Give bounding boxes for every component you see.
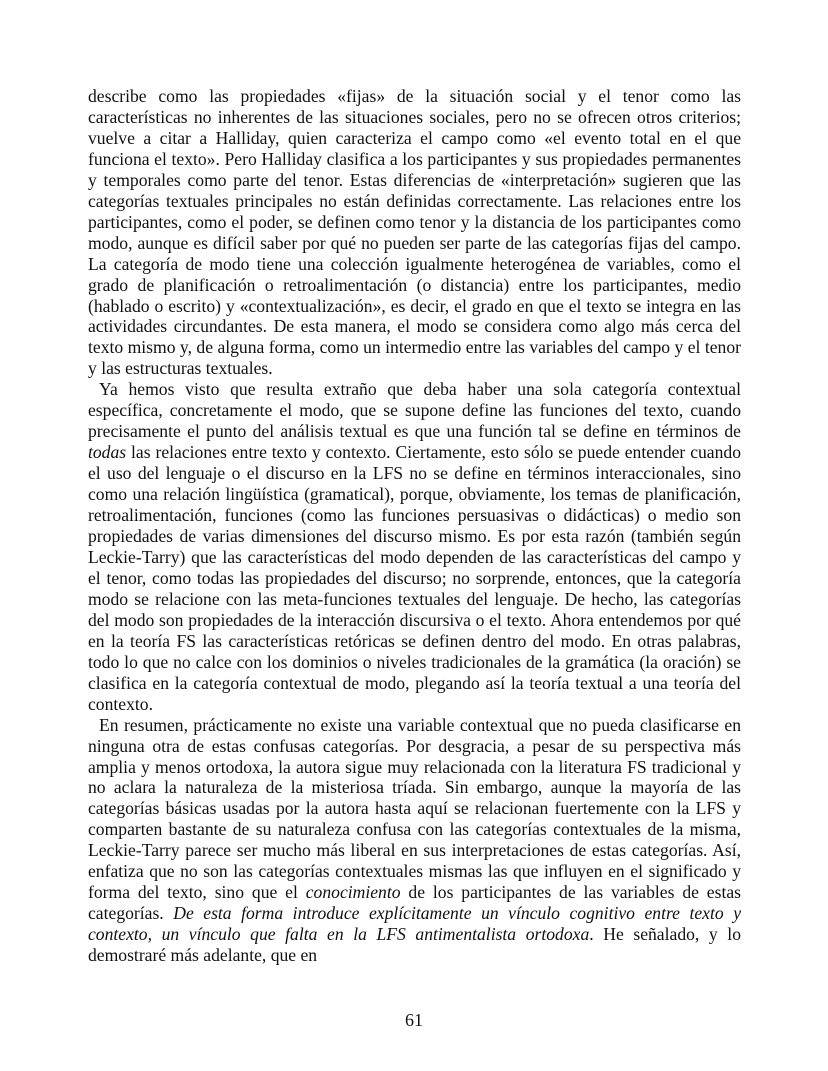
paragraph-2 — [88, 379, 741, 714]
paragraph-3-emphasis-conocimiento: conocimiento — [305, 882, 401, 903]
paragraph-2-text-b: las relaciones entre texto y contexto. Ciertamente, esto sólo se puede entender cuando el uso del lenguaje o el discurso en la LFS no se define en términos interaccionales, sino como una relación lingüística (gramatical), porque, obviamente, los temas de planificación, retroalimentación, funciones (como las funciones persuasivas o didácticas) o medio son propiedades de varias dimensiones del discurso mismo. Es por esta razón (también según Leckie-Tarry) que las características del modo dependen de las características del campo y el tenor, como todas las propiedades del discurso; no sorprende, entonces, que la categoría modo se relacione con las meta-funciones textuales del lenguaje. De hecho, las categorías del modo son propiedades de la interacción discursiva o el texto. Ahora entendemos por qué en la teoría FS las características retóricas se definen dentro del modo. En otras palabras, todo lo que no calce con los dominios o niveles tradicionales de la gramática (la oración) se clasifica en la categoría contextual de modo, plegando así la teoría textual a una teoría del contexto. — [88, 442, 741, 714]
page-number: 61 — [405, 1010, 423, 1030]
paragraph-2-emphasis-todas: todas — [88, 442, 127, 463]
paragraph-1 — [88, 86, 741, 379]
paragraph-3-text-a: En resumen, prácticamente no existe una variable contextual que no pueda clasificarse en ninguna otra de estas confusas categorías. Por desgracia, a pesar de su perspectiva más amplia y menos ortodoxa, la autora sigue muy relacionada con la literatura FS tradicional y no aclara la naturaleza de la misteriosa tríada. Sin embargo, aunque la mayoría de las categorías básicas usadas por la autora hasta aquí se relacionan fuertemente con la LFS y comparten bastante de su naturaleza confusa con las categorías contextuales de la misma, Leckie-Tarry parece ser mucho más liberal en sus interpretaciones de estas categorías. Así, enfatiza que no son las categorías contextuales mismas las que influyen en el significado y forma del texto, sino que el — [88, 714, 741, 903]
paragraph-3 — [88, 715, 741, 966]
document-body — [88, 86, 741, 966]
paragraph-3-text-c: . He señalado, y lo demostraré más adelante, que en — [88, 924, 741, 966]
paragraph-3-text-b: de los participantes de las variables de estas categorías. — [88, 882, 741, 924]
paragraph-3-emphasis-sentence: De esta forma introduce explícitamente un vínculo cognitivo entre texto y contexto, un vínculo que falta en la LFS antimentalista ortodoxa — [88, 903, 742, 945]
paragraph-1-text: describe como las propiedades «fijas» de la situación social y el tenor como las características no inherentes de las situaciones sociales, pero no se ofrecen otros criterios; vuelve a citar a Halliday, quien caracteriza el campo como «el evento total en el que funciona el texto». Pero Halliday clasifica a los participantes y sus propiedades permanentes y temporales como parte del tenor. Estas diferencias de «interpretación» sugieren que las categorías textuales principales no están definidas correctamente. Las relaciones entre los participantes, como el poder, se definen como tenor y la distancia de los participantes como modo, aunque es difícil saber por qué no pueden ser parte de las categorías fijas del campo. La categoría de modo tiene una colección igualmente heterogénea de variables, como el grado de planificación o retroalimentación (o distancia) entre los participantes, medio (hablado o escrito) y «contextualización», es decir, el grado en que el texto se integra en las actividades circundantes. De esta manera, el modo se considera como algo más cerca del texto mismo y, de alguna forma, como un intermedio entre las variables del campo y el tenor y las estructuras textuales. — [88, 86, 741, 379]
paragraph-2-text-a: Ya hemos visto que resulta extraño que deba haber una sola categoría contextual específica, concretamente el modo, que se supone define las funciones del texto, cuando precisamente el punto del análisis textual es que una función tal se define en términos de — [88, 379, 741, 442]
